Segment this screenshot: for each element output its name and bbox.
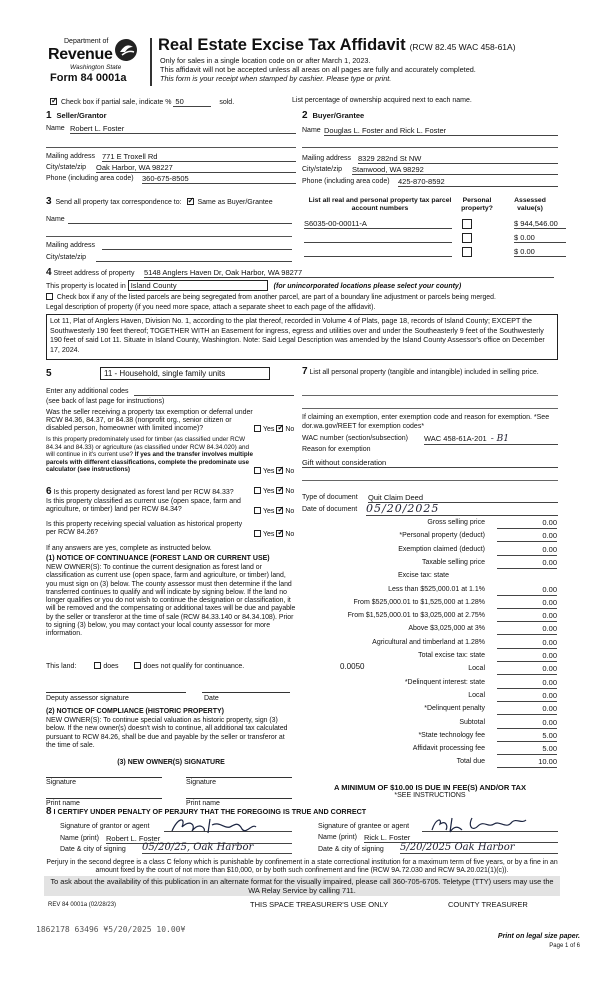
- partial-sale-checkbox[interactable]: [50, 98, 57, 105]
- q-timber-bold-text: If yes and the transfer involves multiple parcels with different classifications, complete the predominate use calculator (see instructions): [46, 451, 253, 473]
- street-label: Street address of property: [53, 270, 135, 277]
- q4-yes-checkbox[interactable]: [254, 507, 261, 514]
- tax-row: [302, 691, 557, 704]
- grantee-name-label: Name (print): [318, 834, 357, 841]
- form-title: Real Estate Excise Tax Affidavit: [158, 36, 406, 54]
- tax-row-label: Exemption claimed (deduct): [398, 545, 485, 553]
- form-subtitle: [160, 56, 580, 83]
- correspondence-row: [46, 196, 273, 207]
- section7-label: List all personal property (tangible and intangible) included in selling price.: [309, 369, 539, 376]
- notice1-text: NEW OWNER(S): To continue the current designation as forest land or classification as current use (open space, farm and agriculture, or timber) land, you must sign on (3) below. The county assessor must then determine if the land transferred continues to qualify and will indicate by signing below. If the land no longer qualifies or you do not wish to continue the designation or classification, it will be removed and the compensating or additional taxes will be due and payable by the seller or transferor at the time of sale (RCW 84.33.140 or 84.34.108). Prior to signing (3) below, you may contact your local county assessor for more information.: [46, 564, 296, 638]
- seller-name-label: Name: [46, 125, 65, 132]
- corr-mailing-row: [46, 242, 292, 249]
- corr-city-row: [46, 254, 292, 261]
- same-as-buyer-checkbox[interactable]: [187, 198, 194, 205]
- deputy-signature-label: Deputy assessor signature: [46, 695, 129, 702]
- q2-yes-label: Yes: [263, 468, 275, 475]
- county-select[interactable]: Island County: [128, 280, 268, 291]
- tax-row: [302, 757, 557, 770]
- buyer-city-row: [302, 166, 558, 173]
- tax-row-label: Taxable selling price: [421, 558, 485, 566]
- parcel-row: [304, 219, 558, 230]
- treasurer-stamp: 1862178 63496 ¥5/20/2025 10.00¥: [36, 925, 186, 934]
- tax-row-value[interactable]: 0.00: [497, 691, 557, 702]
- tax-row-label: Subtotal: [459, 718, 485, 726]
- tax-row: [302, 558, 557, 571]
- partial-sale-row: [50, 97, 234, 107]
- tax-row: [302, 598, 557, 611]
- grantee-name-field[interactable]: Rick L. Foster: [364, 833, 558, 843]
- county-treasurer-label: COUNTY TREASURER: [448, 900, 528, 909]
- perjury-notice: [44, 859, 560, 875]
- buyer-name-label: Name: [302, 127, 321, 134]
- segregated-checkbox[interactable]: [46, 293, 53, 300]
- q4-no-label: No: [285, 508, 295, 515]
- tax-row: [302, 704, 557, 717]
- section8-num: 8: [46, 806, 52, 817]
- tax-row-value[interactable]: 0.00: [497, 678, 557, 689]
- buyer-heading-label: Buyer/Grantee: [312, 111, 365, 120]
- notice3-title: (3) NEW OWNER(S) SIGNATURE: [117, 759, 225, 766]
- corr-name-field[interactable]: [68, 223, 292, 224]
- grantor-name-field[interactable]: Robert L. Foster: [106, 834, 292, 844]
- tax-row: [302, 624, 557, 637]
- accessibility-banner: To ask about the availability of this publication in an alternate format for the visually impaired, please call 360-705-6705. Teletype (TTY) users may use the WA Relay Service by calling 711.: [44, 876, 560, 896]
- seller-heading-num: 1: [46, 110, 52, 121]
- parcel-row: [304, 233, 535, 244]
- street-address-field[interactable]: 5148 Anglers Haven Dr, Oak Harbor, WA 98277: [144, 268, 554, 278]
- q3-no-label: No: [285, 488, 295, 495]
- grantee-date-row: [318, 842, 558, 853]
- q3-no-checkbox[interactable]: [276, 487, 283, 494]
- wac-label: WAC number (section/subsection): [302, 435, 408, 442]
- owner2-signature-label: Signature: [186, 779, 216, 786]
- correspondence-label: Send all property tax correspondence to:: [55, 199, 182, 206]
- subtitle-line1: Only for sales in a single location code on or after March 1, 2023.: [160, 56, 371, 65]
- grantee-signature-row: [318, 823, 558, 830]
- q3-yes-checkbox[interactable]: [254, 487, 261, 494]
- tax-row-value[interactable]: 0.00: [497, 585, 557, 596]
- corr-city-field[interactable]: [96, 261, 292, 262]
- tax-row-value[interactable]: 0.00: [497, 545, 557, 556]
- notice2-title: (2) NOTICE OF COMPLIANCE (HISTORIC PROPERTY): [46, 708, 224, 715]
- q2-answers: [254, 467, 294, 475]
- tax-row-value[interactable]: 0.00: [497, 718, 557, 729]
- seller-name-field[interactable]: Robert L. Foster: [70, 124, 296, 134]
- form-rcw: (RCW 82.45 WAC 458-61A): [409, 42, 516, 52]
- assessed-value-field[interactable]: $ 0.00: [514, 247, 566, 257]
- tax-row-label: From $1,525,000.01 to $3,025,000 at 2.75%: [347, 612, 485, 620]
- reason-label: Reason for exemption: [302, 446, 371, 453]
- notice1-title: (1) NOTICE OF CONTINUANCE (FOREST LAND OR CURRENT USE): [46, 555, 270, 562]
- seller-phone-row: [46, 175, 296, 182]
- tax-row-value[interactable]: 0.00: [497, 598, 557, 609]
- tax-row-label: Gross selling price: [427, 519, 485, 526]
- tax-row-value[interactable]: 0.00: [497, 638, 557, 649]
- does-not-label: does not qualify for continuance.: [143, 663, 245, 670]
- if-yes-note: If any answers are yes, complete as instructed below.: [46, 545, 212, 552]
- wac-handwritten: - B1: [490, 434, 510, 444]
- q4-no-checkbox[interactable]: [276, 507, 283, 514]
- treasurer-use-label: THIS SPACE TREASURER'S USE ONLY: [250, 900, 389, 909]
- parcel-col-header: List all real and personal property tax parcel account numbers: [308, 197, 452, 212]
- q2-no-checkbox[interactable]: [276, 467, 283, 474]
- segregated-label: Check box if any of the listed parcels are being segregated from another parcel, are part of a boundary line adjustment or parcels being merged.: [56, 294, 496, 301]
- owner2-print-label: Print name: [186, 800, 220, 807]
- q-forest-land: [46, 486, 256, 497]
- buyer-phone-label: Phone (including area code): [302, 178, 390, 185]
- q-forest-text: Is this property designated as forest land per RCW 84.33?: [53, 489, 234, 496]
- grantee-date-label: Date & city of signing: [318, 846, 384, 853]
- buyer-name-row: [302, 127, 558, 134]
- seller-phone-field[interactable]: 360-675-8505: [142, 174, 296, 184]
- buyer-mailing-field[interactable]: 8329 282nd St NW: [358, 154, 558, 164]
- partial-sale-sold: sold.: [219, 99, 235, 106]
- tax-row-label: Agricultural and timberland at 1.28%: [372, 638, 485, 646]
- personal-property-checkbox[interactable]: [462, 219, 472, 229]
- tax-row-label: *Personal property (deduct): [399, 532, 485, 540]
- additional-codes-row: [46, 388, 296, 395]
- q-current-use: Is this property classified as current use (open space, farm and agriculture, or timber) land per RCW 84.34?: [46, 498, 241, 513]
- tax-row: [302, 678, 557, 691]
- corr-name-row: [46, 216, 292, 223]
- tax-row-value[interactable]: 0.00: [497, 611, 557, 622]
- personal-property-checkbox[interactable]: [462, 247, 472, 257]
- grantor-name-row: [60, 835, 296, 842]
- buyer-mailing-label: Mailing address: [302, 155, 352, 162]
- tax-row-label: *Delinquent penalty: [424, 705, 485, 713]
- q2-no-label: No: [285, 468, 295, 475]
- tax-row-label: Local: [468, 665, 485, 673]
- personal-col-header: Personal property?: [461, 197, 493, 212]
- notice2-text: NEW OWNER(S): To continue special valuation as historic property, sign (3) below. If the new owner(s) doesn't wish to continue, all additional tax calculated pursuant to RCW 84.26, shall be due and payable by the seller or transferor at the time of sale.: [46, 717, 288, 749]
- q-exemption-deferral: Was the seller receiving a property tax exemption or deferral under RCW 84.36, 84.37, or 84.38 (nonprofit org., senior citizen or disabled person, homeowner with limited income)?: [46, 409, 253, 432]
- partial-sale-label: Check box if partial sale, indicate %: [60, 99, 172, 106]
- corr-city-label: City/state/zip: [46, 254, 87, 261]
- tax-row-label: Local: [468, 691, 485, 699]
- tax-row: [302, 731, 557, 744]
- doc-type-field[interactable]: Quit Claim Deed: [368, 493, 558, 503]
- legal-description-field[interactable]: Lot 11, Plat of Anglers Haven, Division No. 1, according to the plat thereof, recorded in Volume 4 of Plats, page 18, records of Island County; EXCEPT the Southwesterly 190 feet thereof; TOGETHER WITH an Easement for ingress, egress and utilities over and under the Southeasterly 9 feet of the Southwesterly 190 feet of said Lot 11. Situate in Island County, Washington. Note: Said Legal Description was amended by the Island County Assessor's office on December 17, 2024.: [46, 314, 558, 360]
- buyer-mailing-row: [302, 155, 558, 162]
- dept-line2: Revenue: [48, 46, 113, 63]
- doc-date-label: Date of document: [302, 506, 358, 513]
- does-label: does: [103, 663, 119, 670]
- doc-date-row: [302, 502, 558, 515]
- q1-answers: [254, 425, 294, 433]
- section6-num: 6: [46, 486, 52, 497]
- minimum-due-note: A MINIMUM OF $10.00 IS DUE IN FEE(S) AND/OR TAX: [333, 783, 527, 792]
- tax-row-label: *State technology fee: [418, 731, 485, 739]
- exemption-instructions: If claiming an exemption, enter exemption code and reason for exemption. *See dor.wa.gov/REET for exemption codes*: [302, 414, 550, 430]
- dor-emblem-icon: [114, 38, 138, 62]
- location-label: This property is located in: [46, 283, 126, 290]
- correspondence-num: 3: [46, 196, 52, 207]
- doc-type-label: Type of document: [302, 494, 358, 501]
- dept-line3: Washington State: [70, 64, 122, 71]
- grantee-signature-label: Signature of grantee or agent: [318, 823, 410, 830]
- page-number: Page 1 of 6: [549, 943, 580, 949]
- perjury-text: Perjury in the second degree is a class C felony which is punishable by confinement in a state correctional institution for a maximum term of five years, or by a fine in an amount fixed by the court of not more than $10,000, or by both such confinement and fine (RCW 9A.72.030 and RCW 9A.20.021(1)(c)).: [46, 859, 558, 874]
- ownership-note: List percentage of ownership acquired next to each name.: [292, 97, 472, 104]
- legal-label: Legal description of property (if you need more space, attach a separate sheet to each page of the affidavit).: [46, 304, 376, 311]
- tax-row: [302, 744, 557, 757]
- q3-yes-label: Yes: [263, 488, 275, 495]
- street-row: [46, 267, 558, 278]
- segregated-row: [46, 293, 496, 301]
- local-rate: 0.0050: [340, 662, 365, 671]
- see-back-note: (see back of last page for instructions): [46, 398, 165, 405]
- form-title-row: [158, 36, 516, 55]
- seller-mailing-label: Mailing address: [46, 153, 96, 160]
- seller-name-row: [46, 125, 296, 132]
- tax-row-label: From $525,000.01 to $1,525,000 at 1.28%: [353, 598, 485, 606]
- tax-row: [302, 531, 557, 544]
- q-historic: Is this property receiving special valuation as historical property per RCW 84.26?: [46, 521, 243, 536]
- corr-mailing-label: Mailing address: [46, 242, 96, 249]
- parcel-row: [304, 247, 535, 258]
- seller-phone-label: Phone (including area code): [46, 175, 134, 182]
- tax-row-value[interactable]: 0.00: [497, 518, 557, 529]
- seller-mailing-row: [46, 153, 296, 160]
- grantee-name-row: [318, 834, 558, 841]
- see-instructions-note: *SEE INSTRUCTIONS: [394, 792, 466, 799]
- same-as-buyer-label: Same as Buyer/Grantee: [197, 199, 273, 206]
- grantor-signature-label: Signature of grantor or agent: [60, 823, 150, 830]
- q5-no-label: No: [285, 531, 295, 538]
- seller-mailing-field[interactable]: 771 E Troxell Rd: [102, 152, 296, 162]
- location-row: [46, 280, 461, 291]
- form-number: Form 84 0001a: [50, 72, 127, 84]
- tax-row-label: Above $3,025,000 at 3%: [408, 625, 485, 633]
- parcel-number-field[interactable]: [304, 233, 452, 243]
- buyer-city-field[interactable]: Stanwood, WA 98292: [352, 165, 558, 175]
- doc-date-field[interactable]: 05/20/2025: [366, 502, 558, 516]
- q1-no-label: No: [285, 426, 295, 433]
- buyer-phone-field[interactable]: 425-870-8592: [398, 177, 558, 187]
- grantor-date-row: [60, 842, 296, 853]
- owner-print-label: Print name: [46, 800, 80, 807]
- tax-row-value[interactable]: 0.00: [497, 624, 557, 635]
- grantor-name-label: Name (print): [60, 835, 99, 842]
- this-land-label: This land:: [46, 663, 77, 670]
- wac-typed: WAC 458-61A-201: [424, 434, 487, 443]
- assessed-value-field[interactable]: $ 0.00: [514, 233, 566, 243]
- buyer-city-label: City/state/zip: [302, 166, 343, 173]
- parcel-number-field[interactable]: [304, 247, 452, 257]
- this-land-row: [46, 662, 244, 670]
- tax-row-value[interactable]: 10.00: [497, 757, 557, 768]
- subtitle-line2: This affidavit will not be accepted unless all areas on all pages are fully and accurately completed.: [160, 65, 476, 74]
- tax-row-label: *Delinquent interest: state: [404, 678, 485, 686]
- tax-row: [302, 518, 557, 531]
- assessed-col-header: Assessed value(s): [514, 197, 546, 212]
- buyer-name-field[interactable]: Douglas L. Foster and Rick L. Foster: [324, 126, 558, 136]
- seller-city-row: [46, 164, 296, 171]
- seller-city-field[interactable]: Oak Harbor, WA 98227: [96, 163, 296, 173]
- corr-mailing-field[interactable]: [102, 249, 292, 250]
- tax-row-label: Affidavit processing fee: [412, 745, 485, 753]
- additional-codes-field[interactable]: [134, 395, 294, 396]
- parcel-number-field[interactable]: S6035-00-00011-A: [304, 219, 452, 229]
- q-timber-agriculture: [46, 436, 254, 474]
- tax-row: [302, 638, 557, 651]
- tax-row-value[interactable]: 5.00: [497, 744, 557, 755]
- tax-row: [302, 585, 557, 598]
- tax-row: [302, 571, 557, 584]
- section7-num: 7: [302, 366, 308, 377]
- tax-row-label: Total excise tax: state: [418, 652, 485, 659]
- q5-no-checkbox[interactable]: [276, 530, 283, 537]
- section7-row: [302, 368, 558, 378]
- tax-row-label: Excise tax: state: [398, 572, 449, 580]
- q5-yes-checkbox[interactable]: [254, 530, 261, 537]
- q1-yes-label: Yes: [263, 426, 275, 433]
- does-not-qualify-checkbox[interactable]: [134, 662, 141, 669]
- grantor-date-label: Date & city of signing: [60, 846, 126, 853]
- tax-row-value[interactable]: 5.00: [497, 731, 557, 742]
- q1-no-checkbox[interactable]: [276, 425, 283, 432]
- buyer-heading: [302, 110, 364, 121]
- grantee-date-field[interactable]: 5/20/2025 Oak Harbor: [400, 842, 558, 854]
- tax-row: [302, 611, 557, 624]
- q4-yes-label: Yes: [263, 508, 275, 515]
- buyer-phone-row: [302, 178, 558, 185]
- location-note: (for unincorporated locations please select your county): [273, 283, 462, 290]
- land-use-code-select[interactable]: 11 - Household, single family units: [100, 367, 270, 380]
- tax-row-value[interactable]: 0.00: [497, 558, 557, 569]
- tax-row-value[interactable]: 0.00: [497, 704, 557, 715]
- personal-property-checkbox[interactable]: [462, 233, 472, 243]
- owner-signature-label: Signature: [46, 779, 76, 786]
- grantor-date-field[interactable]: 05/20/25, Oak Harbor: [142, 842, 292, 854]
- deputy-date-label: Date: [204, 695, 219, 702]
- assessed-value-field[interactable]: $ 944,546.00: [514, 219, 566, 229]
- q-timber-text: Is this property predominately used for timber (as classified under RCW 84.34 and 84.33) or agriculture (as classified under RCW 84.34.020) and will continue in it's current use?: [46, 436, 250, 458]
- property-num: 4: [46, 267, 52, 278]
- q1-yes-checkbox[interactable]: [254, 425, 261, 432]
- corr-name-label: Name: [46, 216, 65, 223]
- q2-yes-checkbox[interactable]: [254, 467, 261, 474]
- tax-row: [302, 718, 557, 731]
- legal-paper-note: Print on legal size paper.: [497, 933, 580, 940]
- tax-row-value[interactable]: 0.00: [497, 664, 557, 675]
- tax-row-label: Total due: [456, 758, 485, 766]
- section5-num: 5: [46, 368, 52, 379]
- reason-field[interactable]: Gift without consideration: [302, 458, 558, 468]
- wac-row: [302, 435, 558, 442]
- does-qualify-checkbox[interactable]: [94, 662, 101, 669]
- tax-row-value[interactable]: 0.00: [497, 531, 557, 542]
- q5-yes-label: Yes: [263, 531, 275, 538]
- additional-codes-label: Enter any additional codes: [46, 388, 129, 395]
- seller-heading-label: Seller/Grantor: [56, 111, 107, 120]
- rev-number: REV 84 0001a (02/28/23): [48, 902, 117, 908]
- q3-answers: [254, 487, 294, 495]
- dept-line1: Department of: [64, 38, 109, 45]
- tax-row-label: Less than $525,000.01 at 1.1%: [388, 585, 485, 593]
- wac-number-field[interactable]: [424, 434, 558, 445]
- seller-heading: [46, 110, 107, 121]
- partial-sale-percent[interactable]: 50: [173, 97, 211, 107]
- q4-answers: [254, 507, 294, 515]
- doc-type-row: [302, 494, 558, 501]
- grantor-signature-row: [60, 823, 296, 830]
- subtitle-line3: This form is your receipt when stamped by cashier. Please type or print.: [160, 74, 392, 83]
- tax-row-value[interactable]: 0.00: [497, 651, 557, 662]
- tax-row: [302, 545, 557, 558]
- buyer-heading-num: 2: [302, 110, 308, 121]
- q5-answers: [254, 530, 294, 538]
- certify-label: I CERTIFY UNDER PENALTY OF PERJURY THAT THE FOREGOING IS TRUE AND CORRECT: [53, 807, 367, 816]
- seller-city-label: City/state/zip: [46, 164, 87, 171]
